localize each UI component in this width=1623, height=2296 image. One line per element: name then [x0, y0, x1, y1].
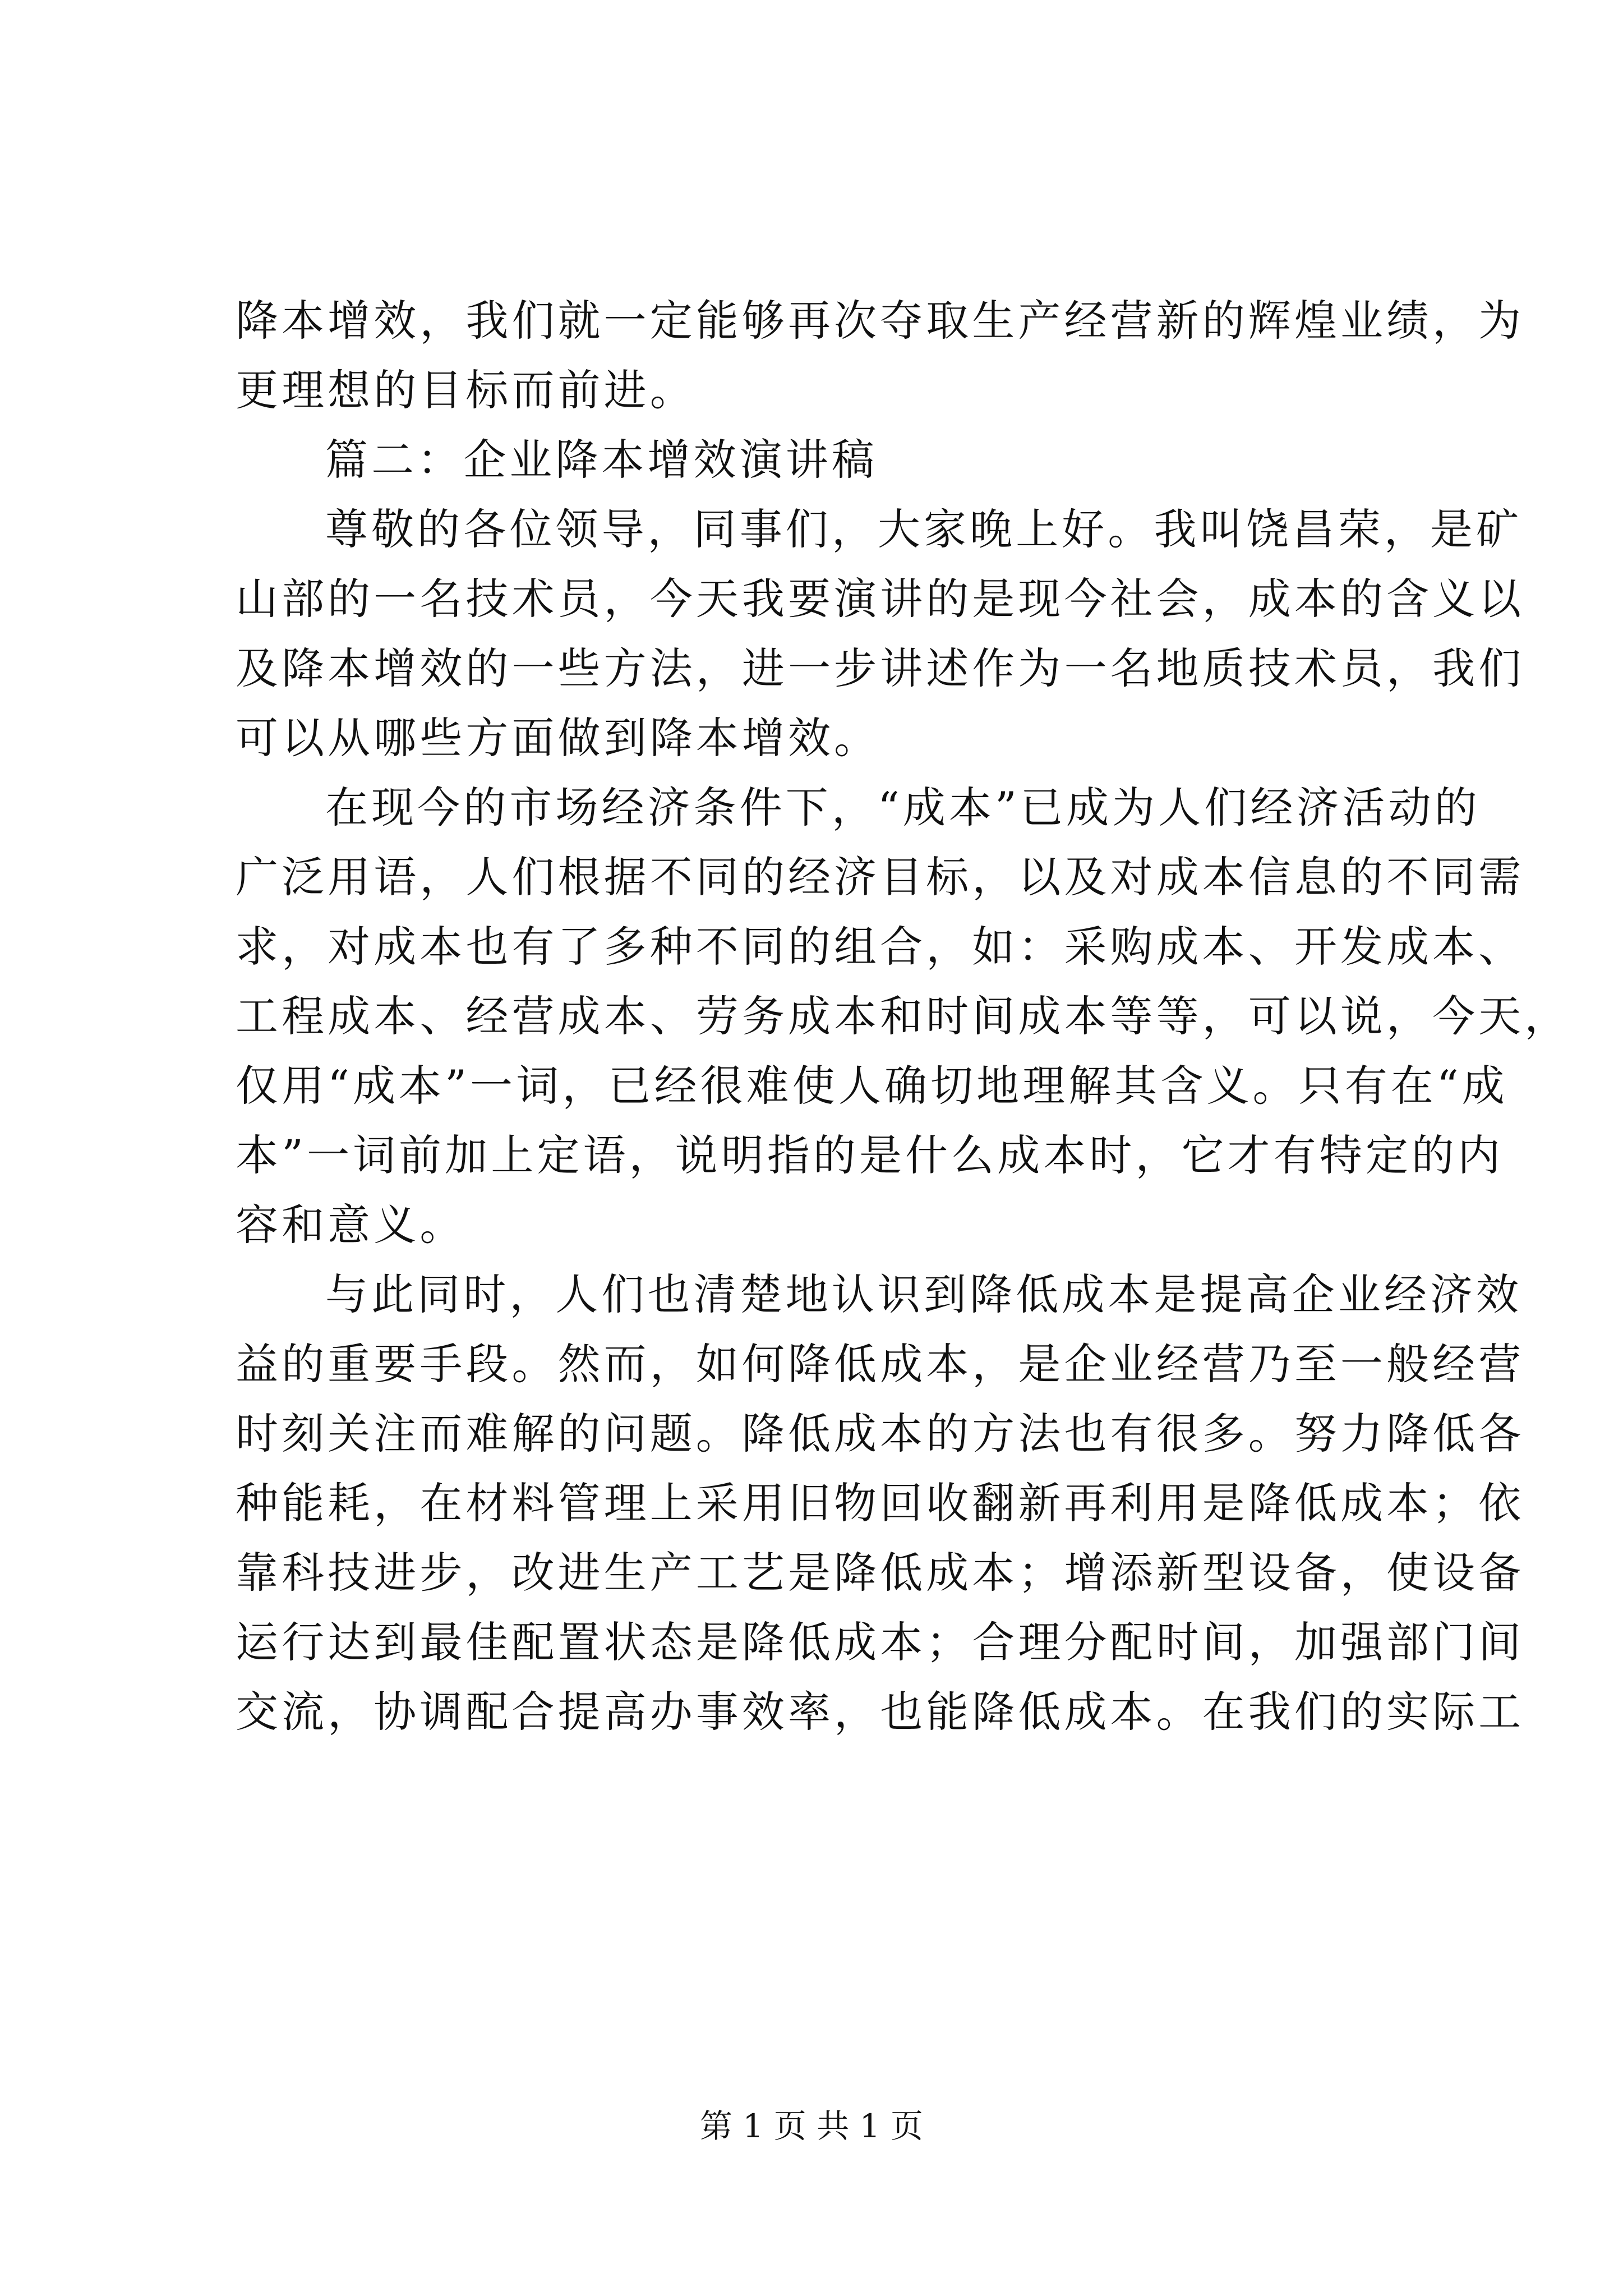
text-line: 益的重要手段。然而，如何降低成本，是企业经营乃至一般经营	[236, 1339, 1525, 1389]
text-line: 与此同时，人们也清楚地认识到降低成本是提高企业经济效	[325, 1269, 1523, 1319]
text-line: 尊敬的各位领导，同事们，大家晚上好。我叫饶昌荣，是矿	[325, 504, 1523, 554]
document-body	[236, 286, 1571, 1747]
text-line: 容和意义。	[236, 1200, 466, 1250]
text-line: 求，对成本也有了多种不同的组合，如：采购成本、开发成本、	[236, 922, 1525, 972]
text-line: 可以从哪些方面做到降本增效。	[236, 713, 880, 763]
text-line: 降本增效，我们就一定能够再次夺取生产经营新的辉煌业绩，为	[236, 296, 1525, 346]
text-line: 靠科技进步，改进生产工艺是降低成本；增添新型设备，使设备	[236, 1548, 1525, 1598]
text-line: 仅用“成本”一词，已经很难使人确切地理解其含义。只有在“成	[236, 1061, 1508, 1111]
text-line: 时刻关注而难解的问题。降低成本的方法也有很多。努力降低各	[236, 1409, 1525, 1458]
text-line: 山部的一名技术员，今天我要演讲的是现今社会，成本的含义以	[236, 574, 1525, 624]
text-line: 篇二：企业降本增效演讲稿	[325, 435, 878, 485]
page-footer: 第 1 页 共 1 页	[700, 2107, 923, 2145]
text-line: 及降本增效的一些方法，进一步讲述作为一名地质技术员，我们	[236, 643, 1525, 693]
text-line: 本”一词前加上定语，说明指的是什么成本时，它才有特定的内	[236, 1130, 1504, 1180]
text-line: 在现今的市场经济条件下，“成本”已成为人们经济活动的	[325, 783, 1481, 832]
text-line: 更理想的目标而前进。	[236, 365, 696, 415]
text-line: 种能耗，在材料管理上采用旧物回收翻新再利用是降低成本；依	[236, 1478, 1525, 1528]
text-line: 运行达到最佳配置状态是降低成本；合理分配时间，加强部门间	[236, 1617, 1525, 1667]
text-line: 广泛用语，人们根据不同的经济目标，以及对成本信息的不同需	[236, 852, 1525, 902]
text-line: 交流，协调配合提高办事效率，也能降低成本。在我们的实际工	[236, 1687, 1525, 1737]
text-line: 工程成本、经营成本、劳务成本和时间成本等等，可以说，今天，	[236, 991, 1571, 1041]
